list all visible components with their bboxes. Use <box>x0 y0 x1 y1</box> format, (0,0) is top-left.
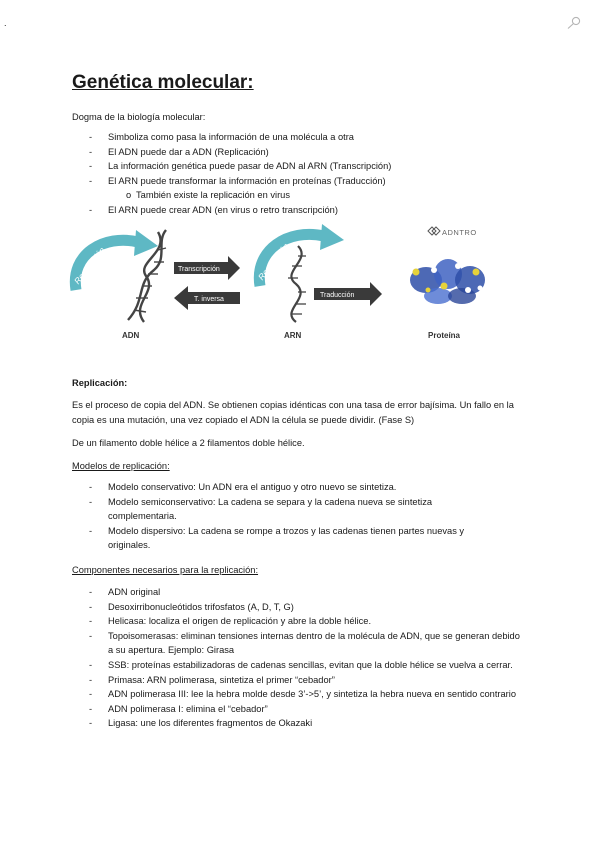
page-title: Genética molecular: <box>72 72 254 93</box>
edit-pin-icon[interactable] <box>566 16 582 30</box>
reverse-transcription-arrow <box>174 286 240 310</box>
list-item: - Desoxirribonucleótidos trifosfatos (A, D, T, G) <box>72 600 527 615</box>
replication-arrow-rna <box>256 224 344 286</box>
list-item: - Modelo dispersivo: La cadena se rompe a trozos y las cadenas tienen partes nuevas y originales. <box>72 524 492 553</box>
list-item: - Modelo semiconservativo: La cadena se separa y la cadena nueva se sintetiza complementaria. <box>72 495 492 524</box>
replication-label-2: Replicación <box>256 241 291 282</box>
protein-label: Proteína <box>428 331 461 340</box>
replication-paragraph-2: De un filamento doble hélice a 2 filamentos doble hélice. <box>72 438 305 448</box>
adntro-logo <box>428 227 477 237</box>
corner-mark: . <box>4 18 7 28</box>
models-list <box>72 480 492 553</box>
reverse-transcription-label: T. inversa <box>194 296 224 303</box>
central-dogma-diagram <box>66 222 496 350</box>
list-item: - Ligasa: une los diferentes fragmentos de Okazaki <box>72 716 527 731</box>
list-item: - El ARN puede crear ADN (en virus o retro transcripción) <box>72 203 522 218</box>
list-item: - Helicasa: localiza el origen de replicación y abre la doble hélice. <box>72 614 527 629</box>
rna-label: ARN <box>284 331 302 340</box>
list-item: - Simboliza como pasa la información de una molécula a otra <box>72 130 522 145</box>
replication-label-1: Replicación <box>72 245 107 286</box>
rna-strand-icon <box>288 246 306 322</box>
sub-list-item: o También existe la replicación en virus <box>72 188 522 203</box>
translation-label: Traducción <box>320 292 355 299</box>
list-item: - ADN polimerasa III: lee la hebra molde desde 3’->5’, y sintetiza la hebra nueva en sentido contrario <box>72 687 527 702</box>
components-list <box>72 585 527 731</box>
list-item-text: El ARN puede transformar la información en proteínas (Traducción) <box>108 175 386 186</box>
list-item: - Modelo conservativo: Un ADN era el antiguo y otro nuevo se sintetiza. <box>72 480 492 495</box>
transcription-label: Transcripción <box>178 266 220 273</box>
dogma-list <box>72 130 522 218</box>
list-item: - La información genética puede pasar de ADN al ARN (Transcripción) <box>72 159 522 174</box>
translation-arrow <box>314 282 382 306</box>
list-item: - El ADN puede dar a ADN (Replicación) <box>72 145 522 160</box>
protein-structure-icon <box>410 259 485 304</box>
transcription-arrow <box>174 256 240 280</box>
list-item: - ADN polimerasa I: elimina el “cebador” <box>72 702 527 717</box>
list-item: - Primasa: ARN polimerasa, sintetiza el primer “cebador” <box>72 673 527 688</box>
list-item <box>72 174 522 203</box>
list-item: - SSB: proteínas estabilizadoras de cadenas sencillas, evitan que la doble hélice se vuelva a cerrar. <box>72 658 527 673</box>
dna-label: ADN <box>122 331 140 340</box>
dogma-heading: Dogma de la biología molecular: <box>72 112 206 122</box>
replication-heading: Replicación: <box>72 378 128 388</box>
replication-paragraph: Es el proceso de copia del ADN. Se obtienen copias idénticas con una tasa de error bajísima. Un fallo en la copia es una mutación, una vez copiado el ADN la célula se puede dividir. (Fase S) <box>72 400 514 425</box>
models-heading: Modelos de replicación: <box>72 461 170 471</box>
components-heading: Componentes necesarios para la replicación: <box>72 565 259 575</box>
sub-list <box>108 188 522 203</box>
list-item: - ADN original <box>72 585 527 600</box>
logo-text: ADNTRO <box>442 228 477 237</box>
list-item: - Topoisomerasas: eliminan tensiones internas dentro de la molécula de ADN, que se generan debido a su apertura. Ejemplo: Girasa <box>72 629 527 658</box>
